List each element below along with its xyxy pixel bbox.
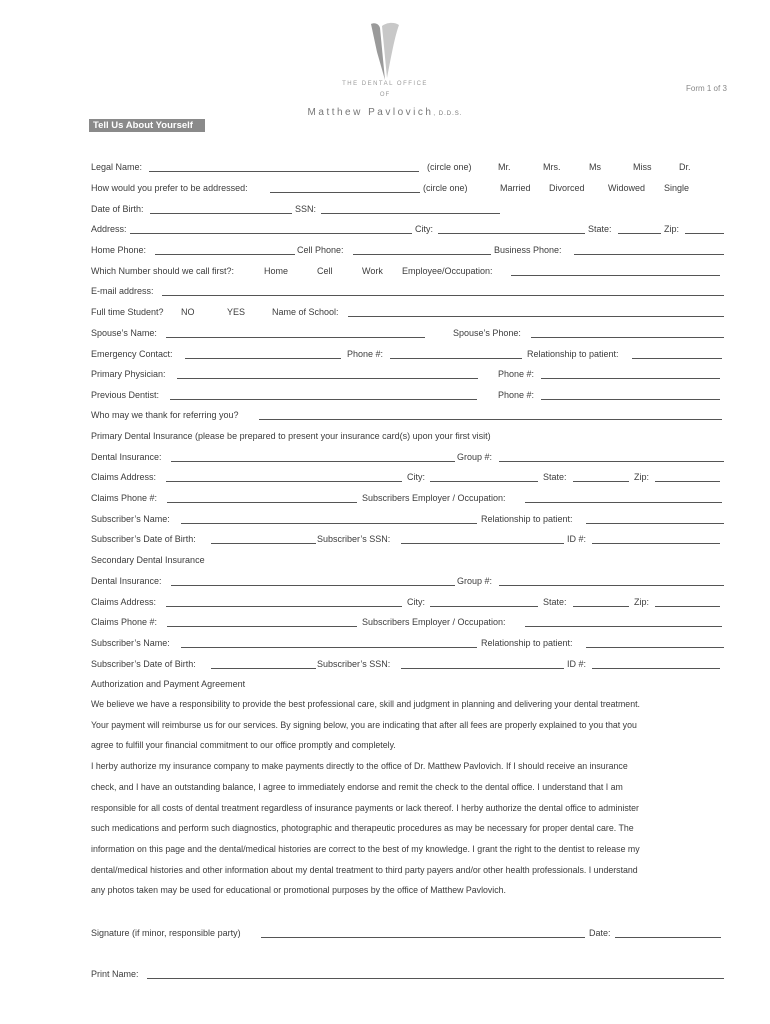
claims-phone-field[interactable]: [167, 626, 357, 627]
sub-dob-label: Subscriber’s Date of Birth:: [91, 659, 196, 669]
agreement-line: dental/medical histories and other information about my dental treatment to third party payers and/or other health professionals. I understand: [91, 864, 638, 875]
prev-dentist-row: [91, 388, 724, 402]
claims-address-field[interactable]: [166, 481, 402, 482]
auth-row: [91, 677, 724, 691]
status-widowed[interactable]: Widowed: [608, 183, 646, 193]
home-phone-label: Home Phone:: [91, 245, 147, 255]
sub-dob-label: Subscriber’s Date of Birth:: [91, 534, 196, 544]
emergency-phone-field[interactable]: [390, 358, 522, 359]
claims-phone-label: Claims Phone #:: [91, 617, 158, 627]
sub-employer-label: Subscribers Employer / Occupation:: [362, 617, 506, 627]
spouse-phone-field[interactable]: [531, 337, 724, 338]
agreement-text: [91, 694, 640, 901]
school-label: Name of School:: [272, 307, 339, 317]
sub-name-label: Subscriber’s Name:: [91, 638, 170, 648]
dental-ins-label: Dental Insurance:: [91, 576, 162, 586]
cell-phone-label: Cell Phone:: [297, 245, 344, 255]
dental-ins-field[interactable]: [171, 461, 455, 462]
sub-ssn-field[interactable]: [401, 668, 564, 669]
call-first-label: Which Number should we call first?:: [91, 266, 235, 276]
group-label: Group #:: [457, 452, 493, 462]
tooth-logo-icon: [365, 22, 405, 84]
sub-name-field[interactable]: [181, 647, 477, 648]
emergency-label: Emergency Contact:: [91, 349, 173, 359]
sub-ssn-field[interactable]: [401, 543, 564, 544]
status-divorced[interactable]: Divorced: [549, 183, 585, 193]
email-row: [91, 284, 724, 298]
business-phone-label: Business Phone:: [494, 245, 562, 255]
dob-row: [91, 202, 724, 216]
emergency-phone-label: Phone #:: [347, 349, 384, 359]
state-label: State:: [588, 224, 612, 234]
addressed-field[interactable]: [270, 192, 420, 193]
group-label: Group #:: [457, 576, 493, 586]
spouse-phone-label: Spouse’s Phone:: [453, 328, 521, 338]
sub-rel-label: Relationship to patient:: [481, 638, 573, 648]
spouse-name-field[interactable]: [166, 337, 425, 338]
title-mrs[interactable]: Mrs.: [543, 162, 561, 172]
student-no[interactable]: NO: [181, 307, 195, 317]
date-label: Date:: [589, 928, 611, 938]
secondary-dental-ins-row: [91, 574, 724, 588]
state-field[interactable]: [618, 233, 661, 234]
prev-dentist-phone-label: Phone #:: [498, 390, 535, 400]
emergency-row: [91, 347, 724, 361]
dental-ins-field[interactable]: [171, 585, 455, 586]
ssn-label: SSN:: [295, 204, 317, 214]
primary-sub-dob-row: [91, 532, 724, 546]
print-name-field[interactable]: [147, 978, 724, 979]
primary-claims-phone-row: [91, 491, 724, 505]
signature-field[interactable]: [261, 937, 585, 938]
claims-address-field[interactable]: [166, 606, 402, 607]
agreement-line: any photos taken may be used for educational or promotional purposes by the office of Matthew Pavlovich.: [91, 885, 507, 896]
section-title: Tell Us About Yourself: [89, 119, 205, 132]
sub-id-field[interactable]: [592, 668, 720, 669]
city-label: City:: [415, 224, 433, 234]
address-row: [91, 222, 724, 236]
referral-row: [91, 408, 724, 422]
title-ms[interactable]: Ms: [589, 162, 601, 172]
group-field[interactable]: [499, 461, 724, 462]
dob-label: Date of Birth:: [91, 204, 144, 214]
secondary-sub-name-row: [91, 636, 724, 650]
circle-one-label: (circle one): [427, 162, 472, 172]
addressed-row: [91, 181, 724, 195]
secondary-insurance-row: [91, 553, 724, 567]
prev-dentist-phone-field[interactable]: [541, 399, 720, 400]
status-married[interactable]: Married: [500, 183, 531, 193]
ssn-field[interactable]: [321, 213, 500, 214]
practice-name: THE DENTAL OFFICE: [342, 81, 428, 87]
primary-insurance-row: [91, 429, 724, 443]
practice-of: OF: [379, 92, 391, 98]
secondary-insurance-label: Secondary Dental Insurance: [91, 555, 205, 565]
print-name-label: Print Name:: [91, 969, 139, 979]
status-single[interactable]: Single: [664, 183, 690, 193]
sub-dob-field[interactable]: [211, 543, 316, 544]
call-work[interactable]: Work: [362, 266, 383, 276]
zip-field[interactable]: [685, 233, 724, 234]
claims-city-label: City:: [407, 472, 425, 482]
emergency-field[interactable]: [185, 358, 341, 359]
employee-label: Employee/Occupation:: [402, 266, 493, 276]
dob-field[interactable]: [150, 213, 292, 214]
claims-zip-field[interactable]: [655, 606, 720, 607]
phones-row: [91, 243, 724, 257]
physician-label: Primary Physician:: [91, 369, 166, 379]
claims-zip-label: Zip:: [634, 597, 650, 607]
claims-address-label: Claims Address:: [91, 472, 157, 482]
legal-name-field[interactable]: [149, 171, 419, 172]
cell-phone-field[interactable]: [353, 254, 491, 255]
agreement-line: responsible for all costs of dental treatment regardless of insurance payments or lack thereof. I herby authorize the dental office to administer: [91, 802, 639, 813]
primary-dental-ins-row: [91, 450, 724, 464]
agreement-line: agree to fulfill your financial commitment to our office promptly and completely.: [91, 740, 396, 751]
sub-ssn-label: Subscriber’s SSN:: [317, 659, 391, 669]
prev-dentist-label: Previous Dentist:: [91, 390, 160, 400]
claims-phone-field[interactable]: [167, 502, 357, 503]
primary-claims-address-row: [91, 470, 724, 484]
zip-label: Zip:: [664, 224, 680, 234]
claims-zip-label: Zip:: [634, 472, 650, 482]
student-yes[interactable]: YES: [227, 307, 246, 317]
emergency-relationship-field[interactable]: [632, 358, 722, 359]
email-field[interactable]: [162, 295, 724, 296]
title-miss[interactable]: Miss: [633, 162, 652, 172]
print-name-row: [91, 967, 724, 981]
spouse-row: [91, 326, 724, 340]
sub-rel-label: Relationship to patient:: [481, 514, 573, 524]
call-cell[interactable]: Cell: [317, 266, 333, 276]
claims-city-field[interactable]: [430, 606, 538, 607]
agreement-line: information on this page and the dental/medical histories are correct to the best of my knowledge. I grant the right to the dentist to release my: [91, 843, 640, 854]
primary-sub-name-row: [91, 512, 724, 526]
auth-label: Authorization and Payment Agreement: [91, 679, 246, 689]
sub-rel-field[interactable]: [586, 647, 724, 648]
call-home[interactable]: Home: [264, 266, 289, 276]
claims-address-label: Claims Address:: [91, 597, 157, 607]
signature-label: Signature (if minor, responsible party): [91, 928, 241, 938]
dental-ins-label: Dental Insurance:: [91, 452, 162, 462]
claims-city-label: City:: [407, 597, 425, 607]
claims-state-field[interactable]: [573, 606, 629, 607]
sub-id-field[interactable]: [592, 543, 720, 544]
title-dr[interactable]: Dr.: [679, 162, 691, 172]
email-label: E-mail address:: [91, 286, 154, 296]
referral-field[interactable]: [259, 419, 722, 420]
agreement-line: Your payment will reimburse us for our services. By signing below, you are indicating that after all fees are properly explained to you that you: [91, 719, 637, 730]
claims-state-field[interactable]: [573, 481, 629, 482]
sub-name-label: Subscriber’s Name:: [91, 514, 170, 524]
prev-dentist-field[interactable]: [170, 399, 477, 400]
sub-id-label: ID #:: [567, 659, 587, 669]
physician-row: [91, 367, 724, 381]
sub-rel-field[interactable]: [586, 523, 724, 524]
addressed-label: How would you prefer to be addressed:: [91, 183, 248, 193]
physician-field[interactable]: [177, 378, 478, 379]
sub-employer-field[interactable]: [525, 502, 722, 503]
emergency-relationship-label: Relationship to patient:: [527, 349, 619, 359]
sub-employer-field[interactable]: [525, 626, 722, 627]
signature-row: [91, 926, 724, 940]
sub-ssn-label: Subscriber’s SSN:: [317, 534, 391, 544]
home-phone-field[interactable]: [155, 254, 295, 255]
sub-employer-label: Subscribers Employer / Occupation:: [362, 493, 506, 503]
secondary-claims-address-row: [91, 595, 724, 609]
sub-id-label: ID #:: [567, 534, 587, 544]
sub-dob-field[interactable]: [211, 668, 316, 669]
agreement-line: such medications and perform such diagnostics, photographic and therapeutic procedures as may be necessary for proper dental care. The: [91, 823, 634, 834]
secondary-claims-phone-row: [91, 615, 724, 629]
legal-name-row: [91, 160, 724, 174]
form-number: Form 1 of 3: [686, 84, 727, 93]
secondary-sub-dob-row: [91, 657, 724, 671]
student-row: [91, 305, 724, 319]
circle-one-label: (circle one): [423, 183, 468, 193]
claims-state-label: State:: [543, 597, 567, 607]
employee-field[interactable]: [511, 275, 720, 276]
physician-phone-field[interactable]: [541, 378, 720, 379]
sub-name-field[interactable]: [181, 523, 477, 524]
physician-phone-label: Phone #:: [498, 369, 535, 379]
primary-insurance-label: Primary Dental Insurance (please be prepared to present your insurance card(s) upon your first visit): [91, 431, 491, 441]
date-field[interactable]: [615, 937, 721, 938]
doctor-name: Matthew Pavlovich, D.D.S.: [307, 107, 463, 118]
city-field[interactable]: [438, 233, 585, 234]
agreement-line: I herby authorize my insurance company to make payments directly to the office of Dr. Matthew Pavlovich. If I should receive an insurance: [91, 761, 628, 772]
claims-zip-field[interactable]: [655, 481, 720, 482]
referral-label: Who may we thank for referring you?: [91, 410, 239, 420]
agreement-line: check, and I have an outstanding balance, I agree to immediately endorse and remit the check to the dental office. I understand that I am: [91, 781, 623, 792]
title-mr[interactable]: Mr.: [498, 162, 511, 172]
legal-name-label: Legal Name:: [91, 162, 143, 172]
business-phone-field[interactable]: [574, 254, 724, 255]
group-field[interactable]: [499, 585, 724, 586]
school-field[interactable]: [348, 316, 724, 317]
student-label: Full time Student?: [91, 307, 164, 317]
claims-state-label: State:: [543, 472, 567, 482]
address-label: Address:: [91, 224, 127, 234]
call-first-row: [91, 264, 724, 278]
claims-city-field[interactable]: [430, 481, 538, 482]
spouse-name-label: Spouse’s Name:: [91, 328, 157, 338]
agreement-line: We believe we have a responsibility to provide the best professional care, skill and judgment in planning and delivering your dental treatment.: [91, 699, 640, 709]
claims-phone-label: Claims Phone #:: [91, 493, 158, 503]
address-field[interactable]: [130, 233, 412, 234]
